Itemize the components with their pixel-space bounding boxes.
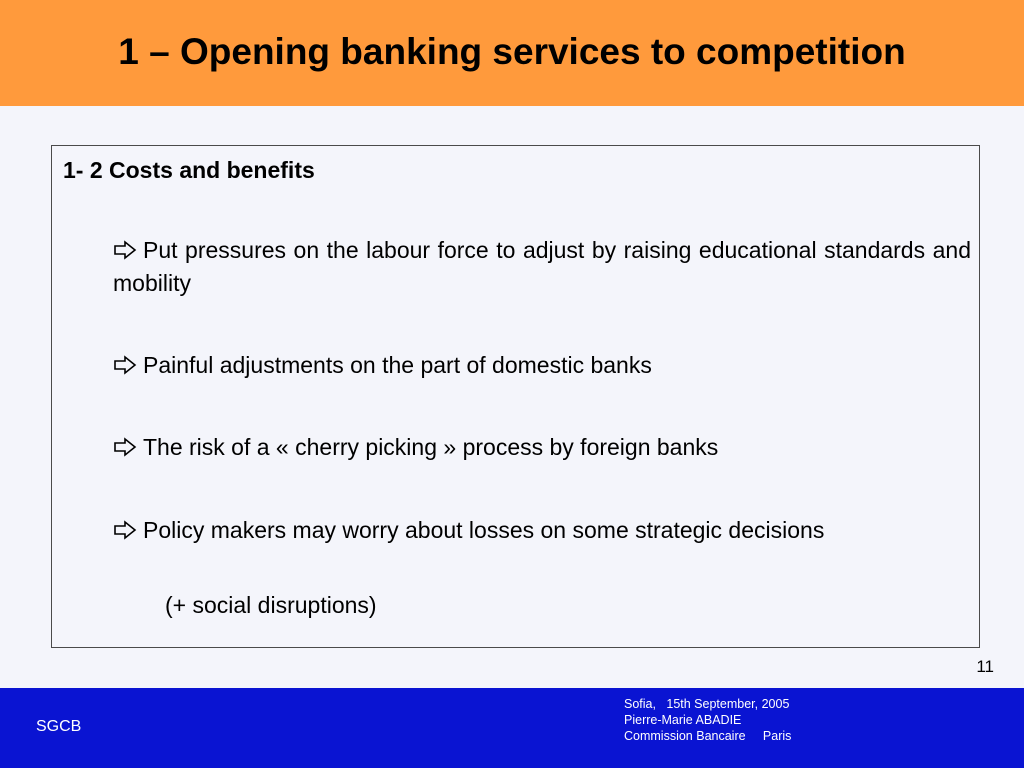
bullet-text: The risk of a « cherry picking » process by foreign banks (143, 434, 719, 460)
bullet-item (113, 431, 971, 464)
bullet-text: Policy makers may worry about losses on some strategic decisions (143, 517, 825, 543)
content-box (51, 145, 980, 648)
right-arrow-icon (113, 437, 143, 457)
bullet-item (113, 349, 971, 382)
right-arrow-icon (113, 240, 143, 260)
footer-bar (0, 688, 1024, 768)
footer-meta (624, 696, 791, 744)
bullet-item (113, 234, 971, 300)
title-bar (0, 0, 1024, 106)
bullet-text: Painful adjustments on the part of domestic banks (143, 352, 652, 378)
right-arrow-icon (113, 520, 143, 540)
slide-title: 1 – Opening banking services to competition (118, 31, 906, 72)
footer-meta-line: Sofia, 15th September, 2005 (624, 697, 790, 711)
sub-note: (+ social disruptions) (165, 592, 377, 618)
page-number: 11 (976, 657, 994, 676)
footer-meta-line: Commission Bancaire Paris (624, 729, 792, 743)
section-heading: 1- 2 Costs and benefits (63, 157, 315, 183)
right-arrow-icon (113, 355, 143, 375)
organization-label: SGCB (36, 718, 82, 735)
footer-meta-line: Pierre-Marie ABADIE (624, 713, 742, 727)
bullet-item (113, 514, 971, 547)
bullet-text: Put pressures on the labour force to adjust by raising educational standards and mobility (113, 237, 971, 296)
